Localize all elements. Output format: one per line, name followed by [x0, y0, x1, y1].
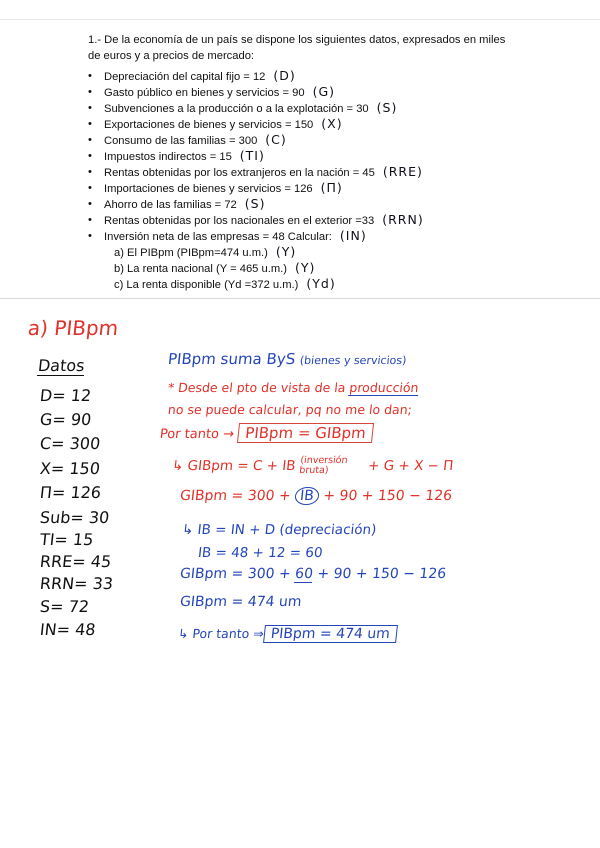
handwritten-note: (S)	[244, 196, 266, 211]
solution-heading: a) PIBpm	[26, 316, 120, 340]
line-note: (bienes y servicios)	[299, 354, 408, 367]
line-text: + 90 + 150 − 126	[322, 488, 453, 504]
item-text: Importaciones de bienes y servicios = 126	[104, 183, 313, 195]
bullet-icon: •	[88, 70, 92, 82]
solution-line	[167, 350, 407, 368]
datos-item: Sub= 30	[39, 508, 111, 527]
datos-item: RRE= 45	[39, 552, 113, 571]
bullet-icon: •	[88, 118, 92, 130]
item-text: Gasto público en bienes y servicios = 90	[104, 87, 305, 99]
datos-item: S= 72	[39, 597, 91, 616]
datos-item: C= 300	[39, 434, 102, 453]
line-text: GIBpm = 300 +	[179, 488, 292, 504]
solution-line	[159, 424, 374, 442]
list-item	[88, 196, 558, 212]
item-text: Rentas obtenidas por los extranjeros en la nación = 45	[104, 167, 375, 179]
line-note: (inversión bruta)	[298, 455, 349, 476]
handwritten-note: (RRN)	[382, 212, 424, 227]
solution-line	[171, 456, 454, 476]
subquestion-b	[88, 260, 558, 276]
handwritten-note: (S)	[376, 100, 398, 115]
line-text: ↳ GIBpm = C + IB	[171, 458, 297, 474]
list-item	[88, 68, 558, 84]
item-text: Exportaciones de bienes y servicios = 150	[104, 119, 314, 131]
list-item	[88, 212, 558, 228]
list-item	[88, 132, 558, 148]
subquestion-a	[88, 244, 558, 260]
line-text: PIBpm suma ByS	[167, 350, 297, 368]
line-text: + 90 + 150 − 126	[316, 566, 447, 582]
subquestion-text: b) La renta nacional (Y = 465 u.m.)	[114, 263, 287, 275]
bullet-icon: •	[88, 214, 92, 226]
line-text: GIBpm = 300 +	[179, 566, 292, 582]
handwritten-note: (IN)	[339, 228, 367, 243]
handwritten-note: (C)	[265, 132, 287, 147]
solution-line	[179, 488, 453, 504]
item-text: Depreciación del capital fijo = 12	[104, 71, 266, 83]
datos-item: G= 90	[39, 410, 93, 429]
problem-intro: 1.- De la economía de un país se dispone los siguientes datos, expresados en miles de euros y a precios de mercado:	[88, 34, 506, 62]
list-item	[88, 84, 558, 100]
list-item	[88, 148, 558, 164]
solution-line: no se puede calcular, pq no me lo dan;	[167, 402, 413, 417]
bullet-icon: •	[88, 86, 92, 98]
boxed-result: PIBpm = GIBpm	[237, 423, 374, 443]
solution-line	[179, 566, 447, 582]
handwritten-note: (X)	[321, 116, 343, 131]
handwritten-note: (RRE)	[382, 164, 423, 179]
bullet-icon: •	[88, 230, 92, 242]
datos-item: X= 150	[39, 459, 101, 478]
datos-item: IN= 48	[39, 620, 97, 639]
datos-item: TI= 15	[39, 530, 95, 549]
datos-item: RRN= 33	[39, 574, 115, 593]
item-text: Inversión neta de las empresas = 48 Calcular:	[104, 231, 332, 243]
datos-item: Π= 126	[39, 483, 103, 502]
datos-item: D= 12	[39, 386, 93, 405]
bullet-icon: •	[88, 166, 92, 178]
item-text: Impuestos indirectos = 15	[104, 151, 232, 163]
line-text: + G + X − Π	[367, 458, 455, 474]
handwritten-note: (D)	[273, 68, 296, 83]
line-text: ↳ Por tanto ⇒	[177, 626, 265, 641]
solution-line: IB = 48 + 12 = 60	[197, 545, 324, 561]
line-text: Por tanto →	[159, 427, 235, 442]
bullet-icon: •	[88, 182, 92, 194]
underlined-term: 60	[294, 566, 314, 582]
bullet-icon: •	[88, 198, 92, 210]
list-item	[88, 116, 558, 132]
line-text: producción	[348, 380, 420, 395]
handwritten-note: (Y)	[275, 244, 297, 259]
circled-term: IB	[294, 487, 320, 505]
item-text: Ahorro de las familias = 72	[104, 199, 237, 211]
list-item	[88, 100, 558, 116]
solution-line	[167, 380, 419, 395]
list-item	[88, 228, 558, 244]
solution-line	[177, 626, 397, 642]
final-answer: PIBpm = 474 um	[263, 625, 398, 643]
handwritten-note: (G)	[312, 84, 336, 99]
handwritten-note: (Yd)	[306, 276, 336, 291]
datos-title: Datos	[37, 356, 86, 375]
solution-line: GIBpm = 474 um	[179, 594, 303, 610]
subquestion-text: a) El PIBpm (PIBpm=474 u.m.)	[114, 247, 268, 259]
printed-problem	[88, 32, 558, 292]
subquestion-text: c) La renta disponible (Yd =372 u.m.)	[114, 279, 299, 291]
bullet-icon: •	[88, 134, 92, 146]
line-text: * Desde el pto de vista de la	[167, 380, 347, 395]
item-text: Consumo de las familias = 300	[104, 135, 258, 147]
bullet-icon: •	[88, 150, 92, 162]
handwritten-note: (TI)	[239, 148, 265, 163]
top-divider	[0, 19, 600, 20]
item-text: Rentas obtenidas por los nacionales en el exterior =33	[104, 215, 375, 227]
bullet-icon: •	[88, 102, 92, 114]
item-text: Subvenciones a la producción o a la explotación = 30	[104, 103, 369, 115]
list-item	[88, 180, 558, 196]
solution-line: ↳ IB = IN + D (depreciación)	[181, 522, 378, 538]
data-list	[88, 68, 558, 244]
handwritten-note: (Y)	[295, 260, 316, 275]
list-item	[88, 164, 558, 180]
handwritten-note: (Π)	[320, 180, 343, 195]
section-divider	[0, 298, 600, 299]
subquestion-c	[88, 276, 558, 292]
